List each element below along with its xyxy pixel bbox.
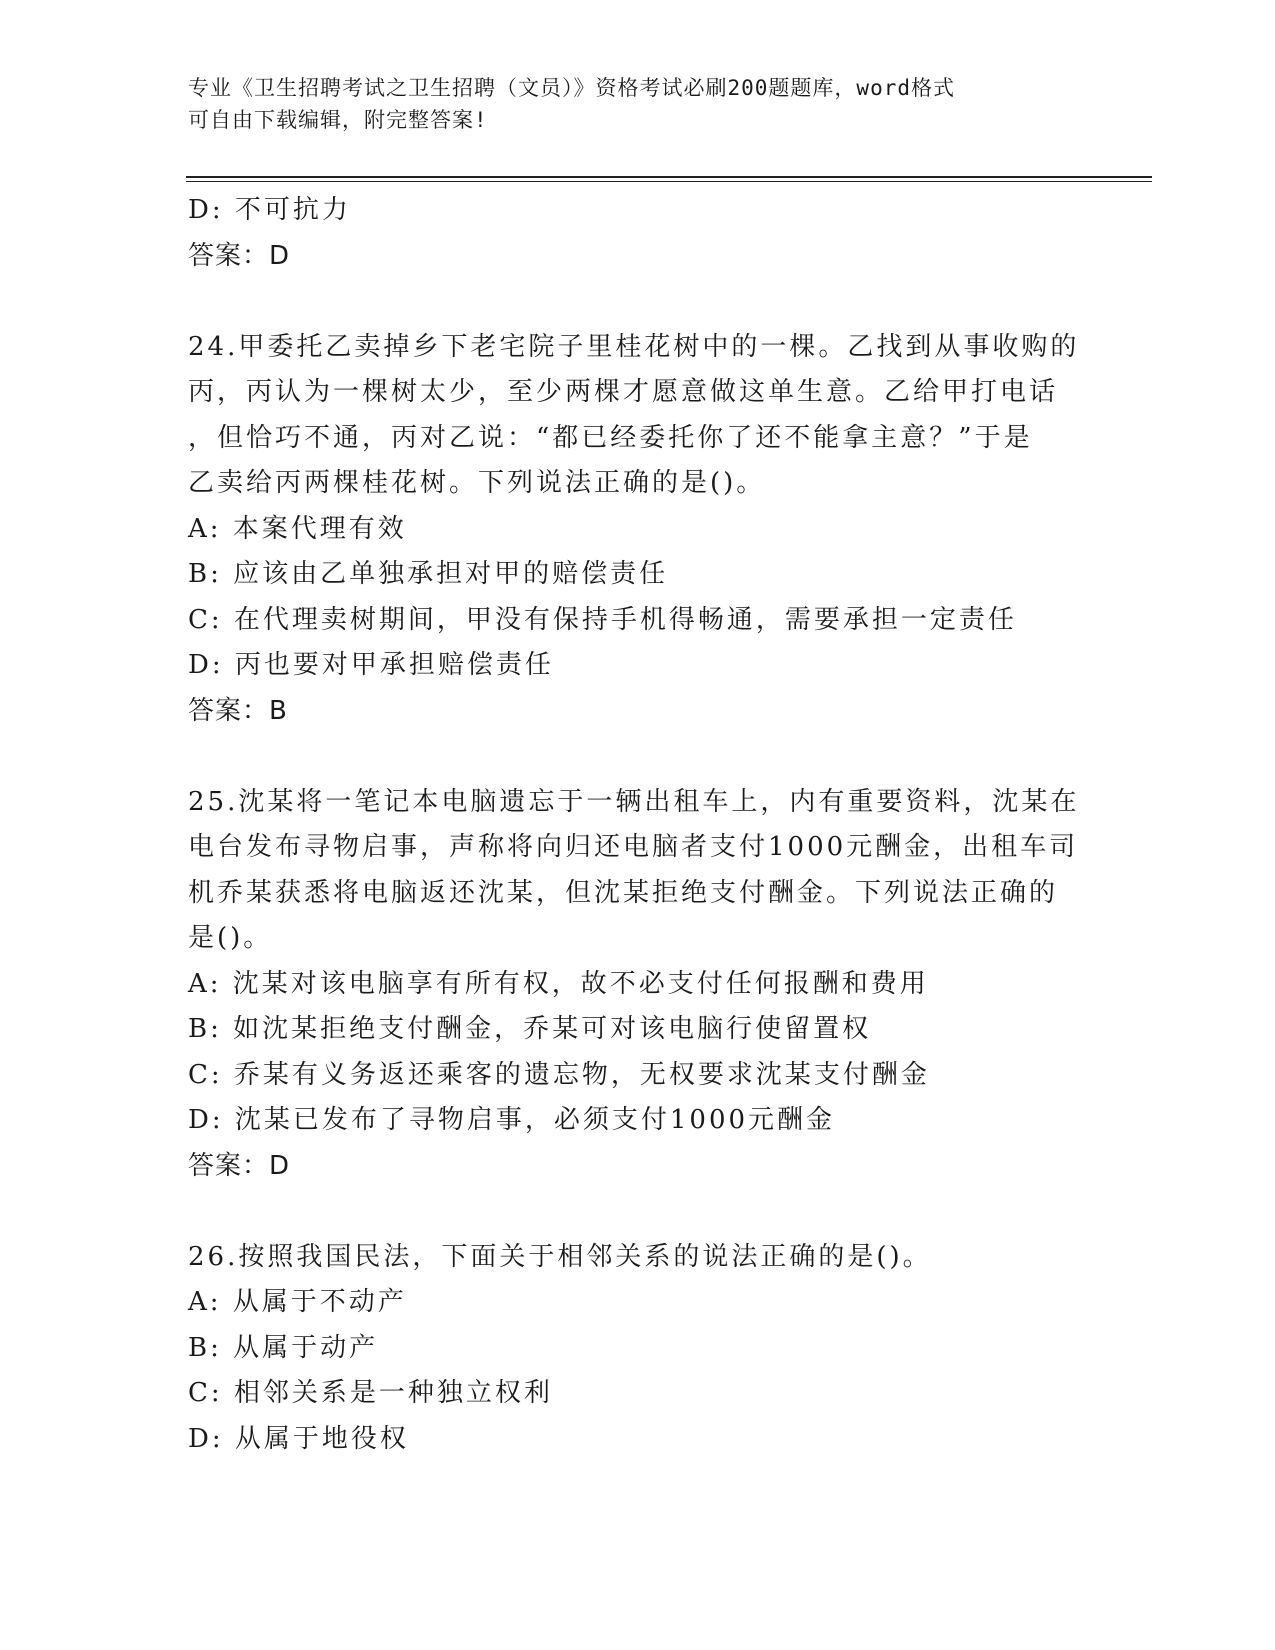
answer-line: 答案：B bbox=[188, 695, 288, 726]
header-line-1: 专业《卫生招聘考试之卫生招聘（文员）》资格考试必刷200题题库，word格式 bbox=[188, 76, 955, 100]
option-d: D: 从属于地役权 bbox=[188, 1423, 409, 1454]
answer-line: 答案：D bbox=[188, 1150, 291, 1181]
question-25 bbox=[188, 780, 1088, 1190]
header-rule-thick bbox=[186, 176, 1152, 178]
spacer bbox=[188, 1189, 1088, 1235]
document-header bbox=[188, 72, 1068, 136]
option-b: B: 从属于动产 bbox=[188, 1332, 379, 1363]
answer-line: 答案：D bbox=[188, 240, 291, 271]
spacer bbox=[188, 734, 1088, 780]
option-c: C: 在代理卖树期间，甲没有保持手机得畅通，需要承担一定责任 bbox=[188, 604, 1017, 635]
question-stem-line: 丙，丙认为一棵树太少，至少两棵才愿意做这单生意。乙给甲打电话 bbox=[188, 377, 1059, 407]
option-b: B: 应该由乙单独承担对甲的赔偿责任 bbox=[188, 559, 669, 589]
option-c: C: 乔某有义务返还乘客的遗忘物，无权要求沈某支付酬金 bbox=[188, 1059, 930, 1090]
header-rule-thin bbox=[186, 181, 1152, 182]
question-stem-line: 26.按照我国民法，下面关于相邻关系的说法正确的是()。 bbox=[188, 1241, 932, 1272]
question-stem-line: ，但恰巧不通，丙对乙说：“都已经委托你了还不能拿主意？”于是 bbox=[188, 422, 1033, 453]
question-stem-line: 25.沈某将一笔记本电脑遗忘于一辆出租车上，内有重要资料，沈某在 bbox=[188, 786, 1080, 817]
option-d: D: 丙也要对甲承担赔偿责任 bbox=[188, 650, 554, 680]
question-24 bbox=[188, 325, 1088, 735]
question-stem-line: 乙卖给丙两棵桂花树。下列说法正确的是()。 bbox=[188, 468, 766, 498]
header-line-2: 可自由下载编辑，附完整答案! bbox=[188, 108, 488, 132]
question-26 bbox=[188, 1235, 1088, 1463]
option-a: A: 沈某对该电脑享有所有权，故不必支付任何报酬和费用 bbox=[188, 968, 929, 999]
spacer bbox=[188, 279, 1088, 325]
option-a: A: 本案代理有效 bbox=[188, 513, 407, 544]
document-body bbox=[188, 188, 1088, 1462]
option-d: D: 沈某已发布了寻物启事，必须支付1000元酬金 bbox=[188, 1105, 836, 1135]
option-b: B: 如沈某拒绝支付酬金，乔某可对该电脑行使留置权 bbox=[188, 1014, 872, 1044]
question-stem-line: 机乔某获悉将电脑返还沈某，但沈某拒绝支付酬金。下列说法正确的 bbox=[188, 877, 1059, 908]
question-stem-line: 是()。 bbox=[188, 923, 273, 953]
option-a: A: 从属于不动产 bbox=[188, 1287, 407, 1317]
option-d: D: 不可抗力 bbox=[188, 195, 351, 225]
question-stem-line: 电台发布寻物启事，声称将向归还电脑者支付1000元酬金，出租车司 bbox=[188, 832, 1079, 862]
option-c: C: 相邻关系是一种独立权利 bbox=[188, 1378, 553, 1408]
question-stem-line: 24.甲委托乙卖掉乡下老宅院子里桂花树中的一棵。乙找到从事收购的 bbox=[188, 331, 1080, 362]
